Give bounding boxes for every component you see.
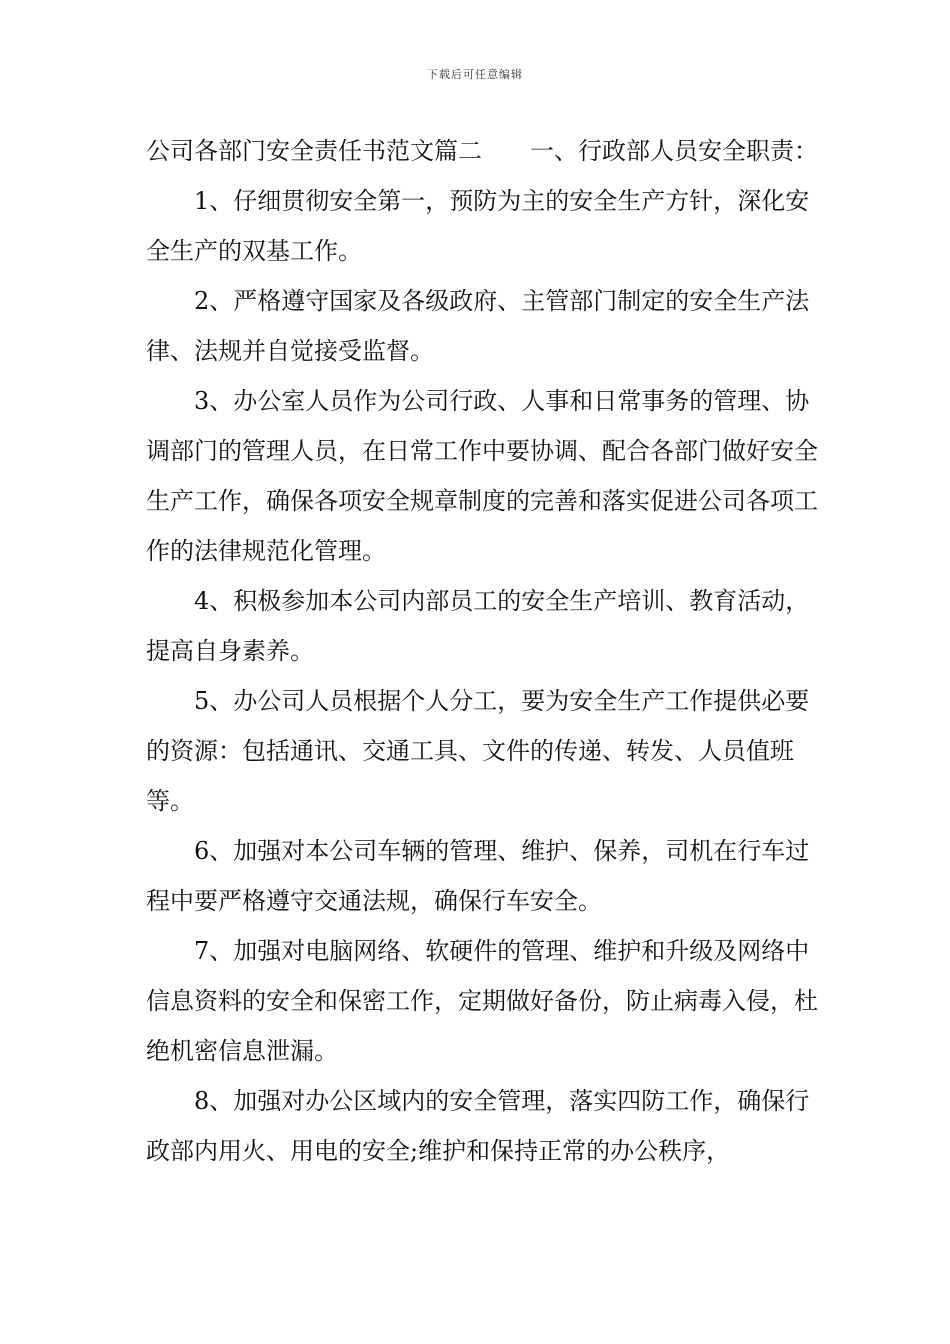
header-note: 下载后可任意编辑 (427, 68, 523, 81)
paragraph-item-2: 2、严格遵守国家及各级政府、主管部门制定的安全生产法律、法规并自觉接受监督。 (146, 287, 810, 365)
paragraph-item-4: 4、积极参加本公司内部员工的安全生产培训、教育活动，提高自身素养。 (146, 587, 810, 665)
paragraph-item-7: 7、加强对电脑网络、软硬件的管理、维护和升级及网络中信息资料的安全和保密工作，定期做好备份，防止病毒入侵，杜绝机密信息泄漏。 (146, 937, 818, 1065)
title-line: 公司各部门安全责任书范文篇二 一、行政部人员安全职责： (146, 137, 818, 165)
paragraph-item-3: 3、办公室人员作为公司行政、人事和日常事务的管理、协调部门的管理人员，在日常工作中要协调、配合各部门做好安全生产工作，确保各项安全规章制度的完善和落实促进公司各项工作的法律规范化管理。 (146, 387, 818, 565)
paragraph-item-5: 5、办公司人员根据个人分工，要为安全生产工作提供必要的资源：包括通讯、交通工具、文件的传递、转发、人员值班等。 (146, 687, 810, 815)
document-body (146, 126, 822, 1176)
paragraph-item-1: 1、仔细贯彻安全第一，预防为主的安全生产方针，深化安全生产的双基工作。 (146, 187, 810, 265)
paragraph-item-8: 8、加强对办公区域内的安全管理，落实四防工作，确保行政部内用火、用电的安全;维护和保持正常的办公秩序， (146, 1087, 810, 1165)
paragraph-item-6: 6、加强对本公司车辆的管理、维护、保养，司机在行车过程中要严格遵守交通法规，确保行车安全。 (146, 837, 810, 915)
